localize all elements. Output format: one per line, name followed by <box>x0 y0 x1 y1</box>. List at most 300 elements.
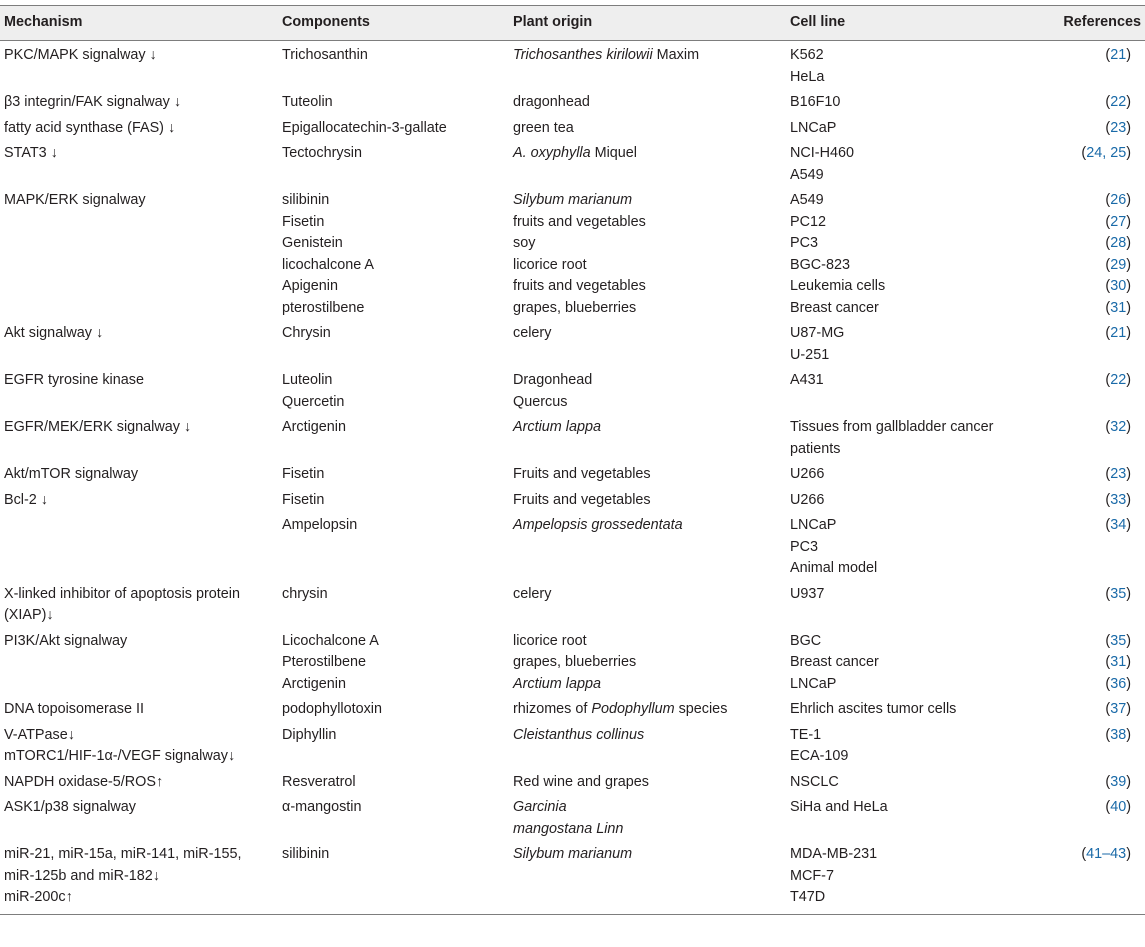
plant-origin-line <box>513 797 786 819</box>
reference-link[interactable]: 21 <box>1110 47 1127 63</box>
component-line: Fisetin <box>282 213 325 230</box>
reference-close-paren: ) <box>1126 256 1131 273</box>
cell-line-entry: MDA-MB-231 <box>790 846 878 862</box>
plant-origin-line <box>513 725 786 747</box>
cell-plant-origin <box>509 842 786 914</box>
cell-plant-origin <box>509 770 786 796</box>
plant-origin-line <box>513 464 786 486</box>
plant-origin-line <box>513 233 786 255</box>
cell-line-entry: Ehrlich ascites tumor cells <box>790 701 957 717</box>
reference-open-paren: ( <box>1105 47 1111 63</box>
reference-close-paren: ) <box>1126 299 1131 316</box>
component-line: silibinin <box>282 192 330 208</box>
reference-line <box>1050 584 1131 606</box>
cell-cell-line <box>786 321 1046 368</box>
component-line: licochalcone A <box>282 256 374 273</box>
mechanism-table <box>0 5 1145 915</box>
component-line: Genistein <box>282 235 343 251</box>
header-references: References <box>1063 14 1141 31</box>
plant-origin-line <box>513 490 786 512</box>
cell-line-entry: U87-MG <box>790 325 845 341</box>
cell-components <box>278 116 509 142</box>
plant-origin-text: species <box>674 701 728 717</box>
mechanism-line: V-ATPase↓ <box>4 726 75 743</box>
plant-name-italic: Podophyllum <box>591 701 675 717</box>
cell-references <box>1046 697 1145 723</box>
plant-name-italic: Silybum marianum <box>513 192 633 208</box>
cell-mechanism <box>0 697 278 723</box>
cell-components <box>278 321 509 368</box>
cell-mechanism <box>0 629 278 698</box>
reference-close-paren: ) <box>1126 632 1131 649</box>
plant-origin-text: Fruits and vegetables <box>513 491 651 508</box>
reference-close-paren: ) <box>1126 491 1131 508</box>
cell-line-entry: PC3 <box>790 538 818 555</box>
cell-cell-line <box>786 488 1046 514</box>
plant-origin-text: Maxim <box>652 47 700 63</box>
reference-link[interactable]: 22 <box>1110 94 1127 110</box>
plant-origin-text: celery <box>513 325 552 341</box>
plant-origin-line <box>513 212 786 234</box>
plant-origin-text: Fruits and vegetables <box>513 466 651 482</box>
reference-link[interactable]: 32 <box>1110 419 1127 435</box>
component-line: Fisetin <box>282 491 325 508</box>
reference-close-paren: ) <box>1126 726 1131 743</box>
plant-origin-line <box>513 323 786 345</box>
mechanism-line: NAPDH oxidase-5/ROS↑ <box>4 773 164 790</box>
reference-close-paren: ) <box>1126 799 1131 815</box>
reference-link[interactable]: 21 <box>1110 325 1127 341</box>
cell-components <box>278 795 509 842</box>
reference-open-paren: ( <box>1105 372 1111 388</box>
cell-plant-origin <box>509 462 786 488</box>
cell-components <box>278 842 509 914</box>
component-line: Pterostilbene <box>282 654 366 670</box>
reference-line <box>1050 298 1131 320</box>
reference-close-paren: ) <box>1126 213 1131 230</box>
cell-cell-line <box>786 697 1046 723</box>
plant-origin-line <box>513 631 786 653</box>
plant-name-italic: Arctium lappa <box>513 419 601 435</box>
cell-mechanism <box>0 90 278 116</box>
reference-open-paren: ( <box>1105 119 1111 136</box>
mechanism-line: β3 integrin/FAK signalway ↓ <box>4 94 182 110</box>
plant-origin-text: fruits and vegetables <box>513 213 646 230</box>
plant-origin-line <box>513 699 786 721</box>
cell-references <box>1046 723 1145 770</box>
plant-origin-line <box>513 92 786 114</box>
cell-plant-origin <box>509 368 786 415</box>
reference-line <box>1050 699 1131 721</box>
cell-cell-line <box>786 629 1046 698</box>
reference-line <box>1050 190 1131 212</box>
plant-origin-text: Dragonhead <box>513 372 593 388</box>
cell-components <box>278 368 509 415</box>
cell-line-entry: Breast cancer <box>790 299 879 316</box>
plant-origin-line <box>513 772 786 794</box>
plant-origin-line <box>513 392 786 414</box>
cell-cell-line <box>786 462 1046 488</box>
cell-mechanism <box>0 795 278 842</box>
cell-cell-line <box>786 41 1046 91</box>
plant-origin-text: fruits and vegetables <box>513 278 646 294</box>
plant-origin-line <box>513 298 786 320</box>
cell-plant-origin <box>509 697 786 723</box>
plant-origin-line <box>513 118 786 140</box>
header-components: Components <box>282 14 370 31</box>
cell-components <box>278 90 509 116</box>
cell-mechanism <box>0 842 278 914</box>
cell-mechanism <box>0 188 278 321</box>
plant-origin-text: grapes, blueberries <box>513 654 637 670</box>
cell-components <box>278 582 509 629</box>
reference-link[interactable]: 33 <box>1110 491 1127 508</box>
plant-name-italic: Silybum marianum <box>513 846 633 862</box>
plant-origin-text: celery <box>513 585 552 602</box>
cell-line-entry: A549 <box>790 192 824 208</box>
cell-references <box>1046 116 1145 142</box>
reference-line <box>1050 797 1131 819</box>
cell-cell-line <box>786 795 1046 842</box>
cell-cell-line <box>786 582 1046 629</box>
plant-origin-line <box>513 515 786 537</box>
reference-open-paren: ( <box>1105 278 1111 294</box>
cell-cell-line <box>786 188 1046 321</box>
plant-origin-line <box>513 190 786 212</box>
table-row <box>0 321 1145 368</box>
mechanism-line: miR-21, miR-15a, miR-141, miR-155, <box>4 846 242 862</box>
table-header-row <box>0 6 1145 41</box>
cell-references <box>1046 415 1145 462</box>
cell-mechanism <box>0 462 278 488</box>
mechanism-line: DNA topoisomerase II <box>4 701 144 717</box>
plant-origin-text: rhizomes of <box>513 701 592 717</box>
cell-mechanism <box>0 513 278 582</box>
component-line: Chrysin <box>282 325 331 341</box>
plant-origin-text: grapes, blueberries <box>513 299 637 316</box>
table-row <box>0 116 1145 142</box>
reference-close-paren: ) <box>1126 701 1131 717</box>
reference-open-paren: ( <box>1105 256 1111 273</box>
reference-close-paren: ) <box>1126 94 1131 110</box>
reference-link[interactable]: 28 <box>1110 235 1127 251</box>
mechanism-line: Akt/mTOR signalway <box>4 466 139 482</box>
reference-close-paren: ) <box>1126 119 1131 136</box>
plant-origin-text: dragonhead <box>513 94 590 110</box>
reference-close-paren: ) <box>1126 192 1131 208</box>
cell-line-entry: LNCaP <box>790 675 837 692</box>
cell-line-entry: A549 <box>790 166 824 183</box>
plant-origin-text: licorice root <box>513 632 587 649</box>
plant-name-italic: mangostana Linn <box>513 820 624 837</box>
cell-mechanism <box>0 321 278 368</box>
reference-close-paren: ) <box>1126 675 1131 692</box>
reference-line <box>1050 490 1131 512</box>
table-row <box>0 513 1145 582</box>
reference-close-paren: ) <box>1126 325 1131 341</box>
table-row <box>0 582 1145 629</box>
reference-link[interactable]: 37 <box>1110 701 1127 717</box>
mechanism-line: ASK1/p38 signalway <box>4 799 136 815</box>
reference-link[interactable]: 23 <box>1110 466 1127 482</box>
plant-name-italic: Trichosanthes kirilowii <box>513 47 653 63</box>
cell-cell-line <box>786 770 1046 796</box>
cell-plant-origin <box>509 188 786 321</box>
cell-references <box>1046 795 1145 842</box>
cell-plant-origin <box>509 582 786 629</box>
component-line: Quercetin <box>282 393 345 410</box>
cell-line-entry: Tissues from gallbladder cancer <box>790 419 994 435</box>
reference-line <box>1050 370 1131 392</box>
reference-line <box>1050 725 1131 747</box>
table-row <box>0 90 1145 116</box>
plant-origin-line <box>513 370 786 392</box>
reference-link[interactable]: 27 <box>1110 213 1127 230</box>
component-line: chrysin <box>282 585 328 602</box>
cell-line-entry: NCI-H460 <box>790 145 854 161</box>
component-line: Resveratrol <box>282 773 356 790</box>
header-plant-origin: Plant origin <box>513 14 593 31</box>
cell-line-entry: A431 <box>790 372 824 388</box>
cell-references <box>1046 770 1145 796</box>
plant-name-italic: Cleistanthus collinus <box>513 726 645 743</box>
cell-components <box>278 629 509 698</box>
table-row <box>0 697 1145 723</box>
plant-origin-text: green tea <box>513 119 574 136</box>
cell-mechanism <box>0 141 278 188</box>
cell-references <box>1046 462 1145 488</box>
component-line: Arctigenin <box>282 675 346 692</box>
table-row <box>0 415 1145 462</box>
component-line: Arctigenin <box>282 419 346 435</box>
cell-line-entry: BGC-823 <box>790 256 850 273</box>
reference-line <box>1050 212 1131 234</box>
reference-link[interactable]: 23 <box>1110 119 1127 136</box>
mechanism-line: Akt signalway ↓ <box>4 325 104 341</box>
reference-link[interactable]: 39 <box>1110 773 1127 790</box>
cell-line-entry: U937 <box>790 585 825 602</box>
component-line: Licochalcone A <box>282 632 379 649</box>
plant-origin-line <box>513 652 786 674</box>
cell-cell-line <box>786 723 1046 770</box>
cell-components <box>278 488 509 514</box>
component-line: Epigallocatechin-3-gallate <box>282 119 447 136</box>
mechanism-line: Bcl-2 ↓ <box>4 491 48 508</box>
mechanism-line: PI3K/Akt signalway <box>4 632 128 649</box>
reference-link[interactable]: 24, 25 <box>1086 145 1127 161</box>
reference-link[interactable]: 36 <box>1110 675 1127 692</box>
plant-origin-line <box>513 143 786 165</box>
plant-origin-text: Red wine and grapes <box>513 773 650 790</box>
cell-cell-line <box>786 415 1046 462</box>
reference-close-paren: ) <box>1126 846 1131 862</box>
reference-line <box>1050 276 1131 298</box>
plant-origin-text: soy <box>513 235 536 251</box>
cell-mechanism <box>0 488 278 514</box>
cell-references <box>1046 513 1145 582</box>
component-line: podophyllotoxin <box>282 701 383 717</box>
reference-open-paren: ( <box>1105 192 1111 208</box>
cell-line-entry: U266 <box>790 466 825 482</box>
plant-origin-line <box>513 584 786 606</box>
cell-mechanism <box>0 41 278 91</box>
mechanism-line: miR-200c↑ <box>4 889 73 905</box>
mechanism-line: EGFR tyrosine kinase <box>4 372 144 388</box>
reference-link[interactable]: 26 <box>1110 192 1127 208</box>
mechanism-line: miR-125b and miR-182↓ <box>4 867 160 884</box>
cell-plant-origin <box>509 116 786 142</box>
component-line: Tectochrysin <box>282 145 362 161</box>
table-row <box>0 629 1145 698</box>
reference-link[interactable]: 30 <box>1110 278 1127 294</box>
reference-open-paren: ( <box>1105 799 1111 815</box>
reference-line <box>1050 45 1131 67</box>
cell-references <box>1046 90 1145 116</box>
cell-components <box>278 141 509 188</box>
mechanism-line: mTORC1/HIF-1α-/VEGF signalway↓ <box>4 748 236 764</box>
reference-close-paren: ) <box>1126 466 1131 482</box>
reference-line <box>1050 143 1131 165</box>
cell-line-entry: ECA-109 <box>790 748 849 764</box>
reference-link[interactable]: 31 <box>1110 654 1127 670</box>
cell-mechanism <box>0 582 278 629</box>
cell-components <box>278 188 509 321</box>
reference-close-paren: ) <box>1126 517 1131 533</box>
component-line: silibinin <box>282 846 330 862</box>
reference-link[interactable]: 34 <box>1110 517 1127 533</box>
cell-line-entry: LNCaP <box>790 517 837 533</box>
cell-plant-origin <box>509 723 786 770</box>
reference-open-paren: ( <box>1105 419 1111 435</box>
reference-link[interactable]: 31 <box>1110 299 1127 316</box>
cell-components <box>278 723 509 770</box>
cell-line-entry: HeLa <box>790 68 825 85</box>
reference-open-paren: ( <box>1105 675 1111 692</box>
cell-references <box>1046 368 1145 415</box>
reference-open-paren: ( <box>1105 299 1111 316</box>
table-body <box>0 41 1145 915</box>
plant-name-italic: Ampelopsis grossedentata <box>513 517 683 533</box>
cell-line-entry: SiHa and HeLa <box>790 799 888 815</box>
table-row <box>0 368 1145 415</box>
component-line: Trichosanthin <box>282 47 368 63</box>
plant-origin-line <box>513 417 786 439</box>
reference-open-paren: ( <box>1105 466 1111 482</box>
mechanism-line: STAT3 ↓ <box>4 145 58 161</box>
reference-line <box>1050 772 1131 794</box>
reference-line <box>1050 323 1131 345</box>
reference-open-paren: ( <box>1105 235 1111 251</box>
component-line: Diphyllin <box>282 726 337 743</box>
reference-open-paren: ( <box>1105 773 1111 790</box>
cell-components <box>278 513 509 582</box>
plant-origin-line <box>513 844 786 866</box>
reference-close-paren: ) <box>1126 235 1131 251</box>
reference-link[interactable]: 38 <box>1110 726 1127 743</box>
reference-close-paren: ) <box>1126 773 1131 790</box>
cell-line-entry: PC12 <box>790 213 826 230</box>
reference-open-paren: ( <box>1081 145 1087 161</box>
reference-link[interactable]: 35 <box>1110 585 1127 602</box>
reference-line <box>1050 233 1131 255</box>
reference-line <box>1050 464 1131 486</box>
cell-references <box>1046 488 1145 514</box>
reference-open-paren: ( <box>1105 94 1111 110</box>
reference-link[interactable]: 35 <box>1110 632 1127 649</box>
cell-plant-origin <box>509 415 786 462</box>
cell-line-entry: K562 <box>790 47 824 63</box>
cell-components <box>278 697 509 723</box>
cell-plant-origin <box>509 321 786 368</box>
reference-close-paren: ) <box>1126 419 1131 435</box>
cell-plant-origin <box>509 488 786 514</box>
component-line: Apigenin <box>282 278 339 294</box>
cell-cell-line <box>786 116 1046 142</box>
cell-line-entry: patients <box>790 440 841 457</box>
plant-origin-line <box>513 276 786 298</box>
reference-open-paren: ( <box>1081 846 1087 862</box>
reference-line <box>1050 844 1131 866</box>
table-row <box>0 141 1145 188</box>
plant-name-italic: Garcinia <box>513 799 567 815</box>
mechanism-line: MAPK/ERK signalway <box>4 192 146 208</box>
plant-origin-line <box>513 819 786 841</box>
cell-components <box>278 462 509 488</box>
plant-origin-line <box>513 255 786 277</box>
reference-link[interactable]: 22 <box>1110 372 1127 388</box>
component-line: Fisetin <box>282 466 325 482</box>
header-cell-line: Cell line <box>790 14 846 31</box>
reference-open-paren: ( <box>1105 585 1111 602</box>
reference-open-paren: ( <box>1105 654 1111 670</box>
cell-line-entry: U266 <box>790 491 825 508</box>
plant-origin-text: Miquel <box>590 145 637 161</box>
header-mechanism: Mechanism <box>4 14 83 31</box>
reference-open-paren: ( <box>1105 632 1111 649</box>
plant-origin-text: licorice root <box>513 256 587 273</box>
component-line: Luteolin <box>282 372 333 388</box>
cell-cell-line <box>786 90 1046 116</box>
cell-references <box>1046 41 1145 91</box>
mechanism-line: PKC/MAPK signalway ↓ <box>4 47 157 63</box>
table-row <box>0 488 1145 514</box>
cell-line-entry: NSCLC <box>790 773 839 790</box>
table-row <box>0 842 1145 914</box>
reference-close-paren: ) <box>1126 145 1131 161</box>
cell-references <box>1046 842 1145 914</box>
plant-origin-text: Quercus <box>513 393 568 410</box>
cell-line-entry: MCF-7 <box>790 867 834 884</box>
cell-references <box>1046 629 1145 698</box>
reference-close-paren: ) <box>1126 372 1131 388</box>
table-row <box>0 41 1145 91</box>
cell-cell-line <box>786 513 1046 582</box>
reference-link[interactable]: 40 <box>1110 799 1127 815</box>
cell-plant-origin <box>509 90 786 116</box>
data-table-container <box>0 5 1145 915</box>
reference-link[interactable]: 41–43 <box>1086 846 1127 862</box>
reference-close-paren: ) <box>1126 278 1131 294</box>
cell-references <box>1046 321 1145 368</box>
reference-open-paren: ( <box>1105 213 1111 230</box>
table-row <box>0 795 1145 842</box>
reference-line <box>1050 631 1131 653</box>
plant-name-italic: Arctium lappa <box>513 675 601 692</box>
cell-plant-origin <box>509 513 786 582</box>
cell-line-entry: B16F10 <box>790 94 841 110</box>
cell-line-entry: BGC <box>790 632 822 649</box>
reference-link[interactable]: 29 <box>1110 256 1127 273</box>
